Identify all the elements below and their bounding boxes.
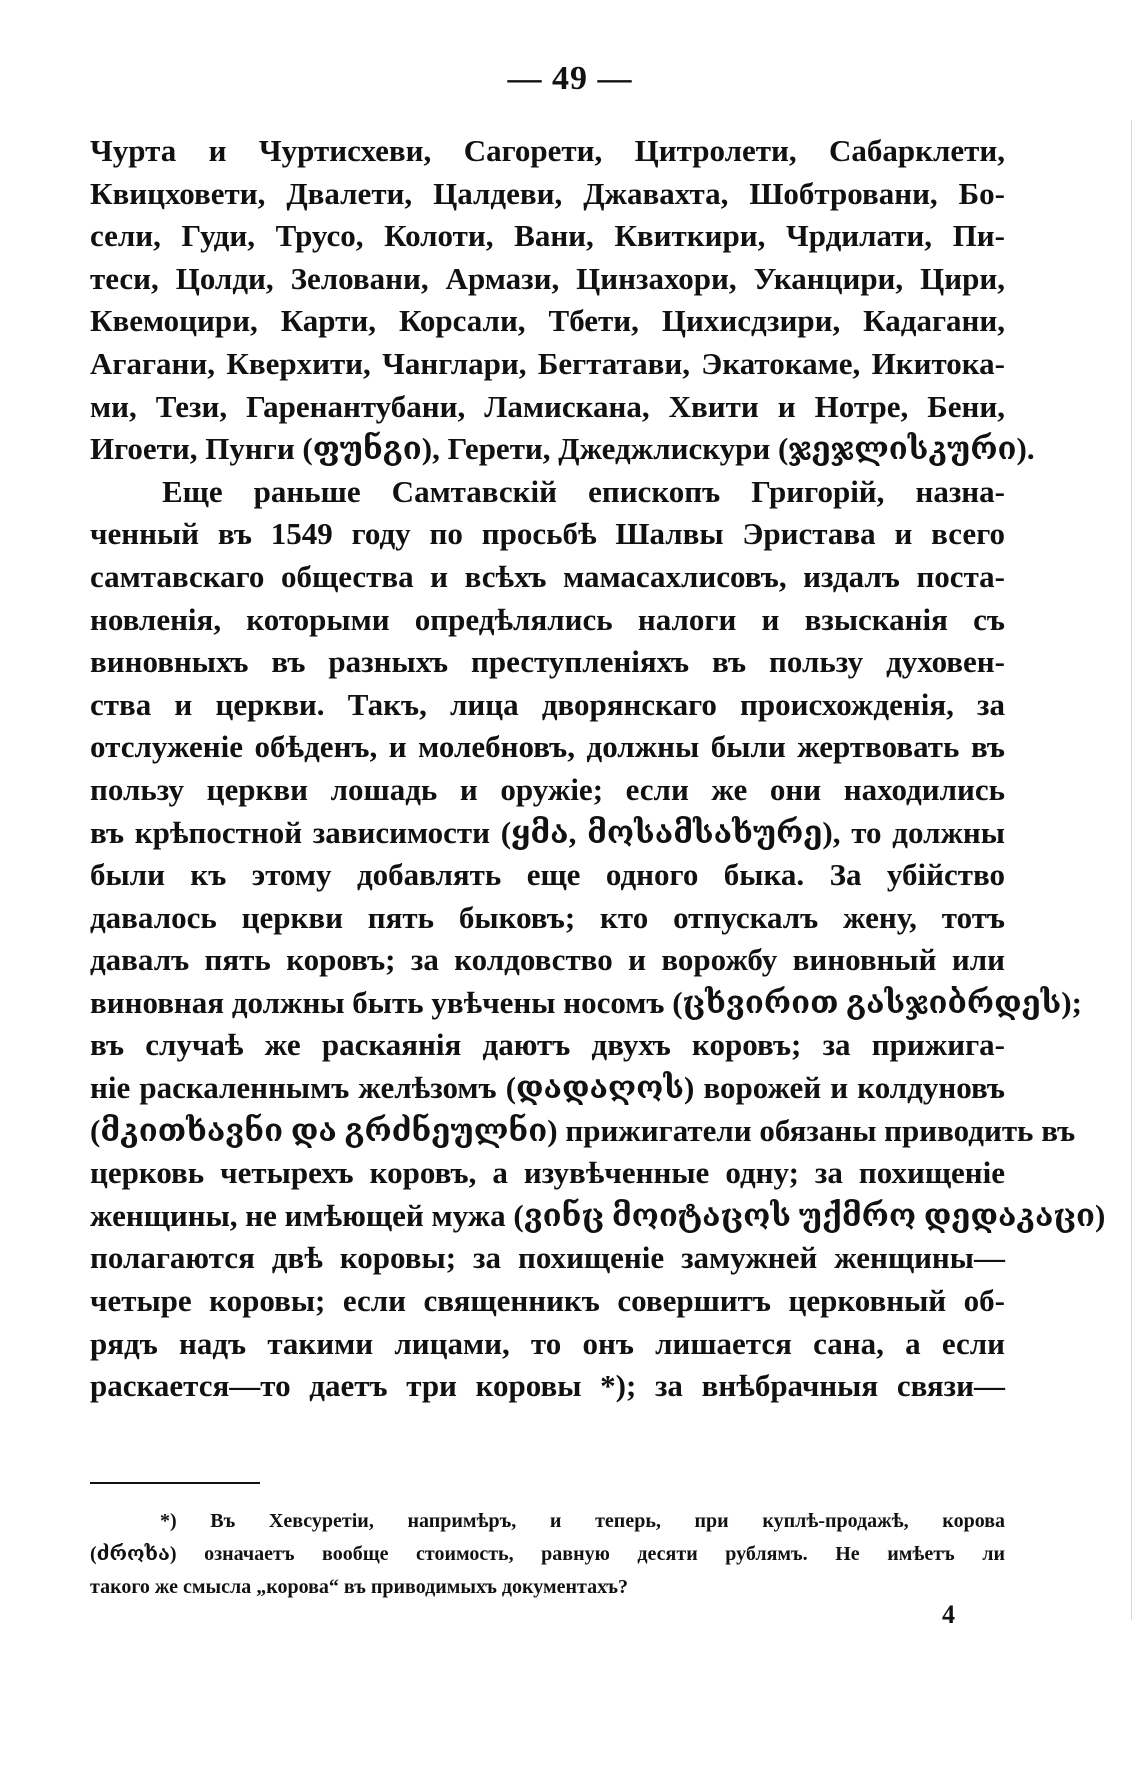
text-line: виновная должны быть увѣчены носомъ (ცხვირით გასჯიბრდეს); — [90, 984, 1082, 1020]
text-line: въ крѣпостной зависимости (ყმა, მოსამსახურე), то должны — [90, 814, 1005, 850]
footnote-line: (ძროხა) означаетъ вообще стоимость, равную десяти рублямъ. Не имѣетъ ли — [90, 1543, 1005, 1565]
footnote-line: *) Въ Хевсуретіи, напримѣръ, и теперь, при куплѣ-продажѣ, корова — [160, 1510, 1005, 1532]
footnote-rule — [90, 1482, 260, 1484]
text-line: (მკითხავნი და გრძნეულნი) прижигатели обязаны приводить въ — [90, 1112, 1076, 1148]
text-line: пользу церкви лошадь и оружіе; если же они находились — [90, 771, 1005, 807]
text-line: раскается—то даетъ три коровы *); за внѣбрачныя связи— — [90, 1368, 1005, 1404]
signature-mark: 4 — [942, 1600, 955, 1629]
text-line: женщины, не имѣющей мужа (ვინც მოიტაცოს უქმრო დედაკაცი) — [90, 1197, 1106, 1233]
text-line: четыре коровы; если священникъ совершитъ церковный об- — [90, 1283, 1005, 1319]
text-line: въ случаѣ же раскаянія даютъ двухъ коровъ; за прижига- — [90, 1027, 1005, 1063]
text-line: теси, Цолди, Зеловани, Армази, Цинзахори, Уканцири, Цири, — [90, 260, 1005, 296]
text-line: были къ этому добавлять еще одного быка. За убійство — [90, 857, 1005, 893]
footnote-line: такого же смысла „корова“ въ приводимыхъ документахъ? — [90, 1576, 629, 1598]
text-line: Квицховети, Двалети, Цалдеви, Джавахта, Шобтровани, Бо- — [90, 175, 1005, 211]
text-line: Чурта и Чуртисхеви, Сагорети, Цитролети, Сабарклети, — [90, 133, 1005, 168]
text-line: Квемоцири, Карти, Корсали, Тбети, Цихисдзири, Кадагани, — [90, 303, 1005, 339]
text-line: ства и церкви. Такъ, лица дворянскаго происхожденія, за — [90, 686, 1005, 722]
text-line: полагаются двѣ коровы; за похищеніе замужней женщины— — [90, 1240, 1005, 1276]
text-line: сели, Гуди, Трусо, Колоти, Вани, Квиткири, Чрдилати, Пи- — [90, 218, 1005, 254]
text-line: ніе раскаленнымъ желѣзомъ (დადაღოს) ворожей и колдуновъ — [90, 1070, 1005, 1106]
text-line: Еще раньше Самтавскій епископъ Григорій, назна- — [162, 473, 1005, 509]
page-edge-line — [1131, 120, 1132, 1620]
text-line: рядъ надъ такими лицами, то онъ лишается сана, а если — [90, 1325, 1005, 1361]
text-line: ченный въ 1549 году по просьбѣ Шалвы Эристава и всего — [90, 516, 1005, 552]
text-line: давалось церкви пять быковъ; кто отпускалъ жену, тотъ — [90, 899, 1005, 935]
text-line: виновныхъ въ разныхъ преступленіяхъ въ пользу духовен- — [90, 644, 1005, 680]
text-line: давалъ пять коровъ; за колдовство и ворожбу виновный или — [90, 942, 1005, 978]
text-line: новленія, которыми опредѣлялись налоги и взысканія съ — [90, 601, 1005, 637]
text-line: Игоети, Пунги (ფუნგი), Герети, Джеджлискури (ჯეჯლისკური). — [90, 431, 1035, 467]
main-text — [90, 130, 1106, 1408]
page-number: — 49 — — [507, 60, 633, 97]
text-line: ми, Тези, Гаренантубани, Ламискана, Хвити и Нотре, Бени, — [90, 388, 1005, 424]
text-line: отслуженіе обѣденъ, и молебновъ, должны были жертвовать въ — [90, 729, 1005, 765]
footnote — [90, 1505, 1005, 1604]
text-line: Агагани, Кверхити, Чанглари, Бегтатави, Экатокаме, Икитока- — [90, 345, 1005, 381]
text-line: самтавскаго общества и всѣхъ мамасахлисовъ, издалъ поста- — [90, 558, 1005, 594]
text-line: церковь четырехъ коровъ, а изувѣченные одну; за похищеніе — [90, 1155, 1005, 1191]
